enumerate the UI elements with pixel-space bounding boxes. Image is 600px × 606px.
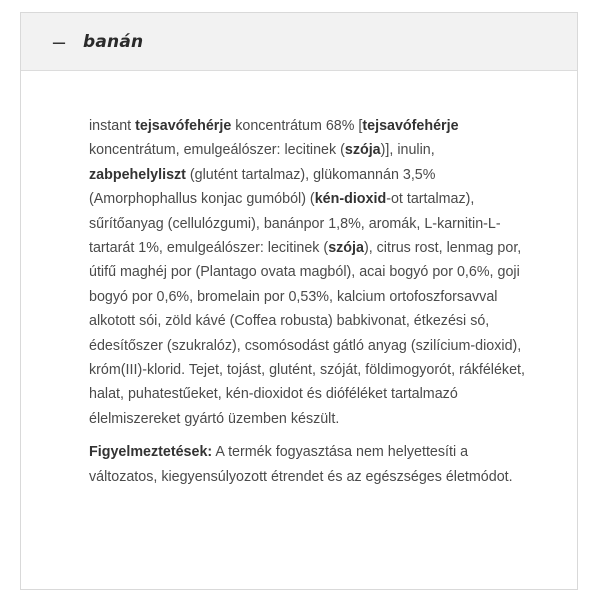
ingredients-segment: (glutént tartalmaz), glükomannán 3,5% (Amorphophallus konjac gumóból) ( bbox=[89, 166, 436, 208]
ingredients-segment: koncentrátum 68% [ bbox=[231, 118, 363, 134]
accordion-header[interactable] bbox=[21, 13, 577, 71]
accordion-content bbox=[21, 71, 577, 489]
warning-body: A termék fogyasztása nem helyettesíti a változatos, kiegyensúlyozott étrendet és az egészséges életmódot. bbox=[89, 444, 513, 485]
collapse-icon[interactable]: – bbox=[52, 28, 66, 54]
ingredients-segment: -ot tartalmaz), sűrítőanyag (cellulózgumi), banánpor 1,8%, aromák, L-karnitin-L-tartarát 1%, emulgeálószer: lecitinek ( bbox=[89, 191, 501, 257]
allergen-highlight: tejsavófehérje bbox=[362, 118, 459, 134]
ingredients-segment: ), citrus rost, lenmag por, útifű maghéj por (Plantago ovata magból), acai bogyó por 0,6%, goji bogyó por 0,6%, bromelain por 0,53%, kalcium ortofoszforsavval alkotott sói, zöld kávé (Coffea robusta) babkivonat, étkezési só, édesítőszer (szukralóz), csomósodást gátló anyag (szilícium-dioxid), króm(III)-klorid. Tejet, tojást, glutént, szóját, földimogyorót, rákféléket, halat, puhatestűeket, kén-dioxidot és dióféléket tartalmazó élelmiszereket gyártó üzemben készült. bbox=[89, 240, 525, 427]
ingredients-segment: koncentrátum, emulgeálószer: lecitinek ( bbox=[89, 142, 345, 159]
allergen-highlight: kén-dioxid bbox=[314, 191, 387, 208]
ingredients-segment: instant bbox=[89, 118, 136, 134]
accordion-title[interactable]: banán bbox=[83, 31, 144, 52]
allergen-highlight: zabpehelyliszt bbox=[89, 166, 186, 183]
warning-text bbox=[89, 440, 531, 489]
ingredients-text bbox=[89, 114, 531, 431]
warning-label: Figyelmeztetések: bbox=[89, 444, 213, 461]
ingredients-segment: )], inulin, bbox=[380, 142, 435, 159]
allergen-highlight: szója bbox=[328, 240, 364, 257]
allergen-highlight: szója bbox=[344, 142, 381, 159]
allergen-highlight: tejsavófehérje bbox=[135, 118, 232, 134]
accordion-panel bbox=[20, 12, 578, 590]
